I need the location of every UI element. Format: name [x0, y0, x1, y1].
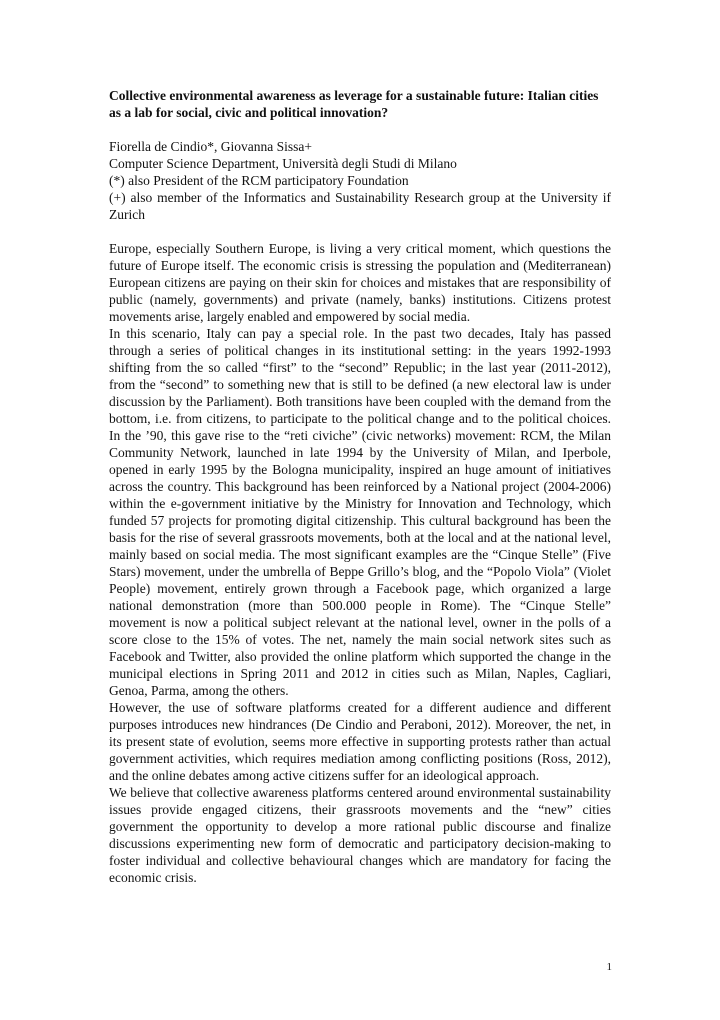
paragraph-4: We believe that collective awareness platforms centered around environmental sustainability issues provide engaged citizens, their grassroots movements and the “new” cities government the opportunity to develop a more rational public discourse and finalize discussions experimenting new form of democratic and participatory decision-making to foster individual and collective behavioural changes which are mandatory for facing the economic crisis. — [109, 785, 611, 885]
paragraph-2: In this scenario, Italy can pay a special role. In the past two decades, Italy has passed through a series of political changes in its institutional setting: in the years 1992-1993 shifting from the so called “first” to the “second” Republic; in the last year (2011-2012), from the “second” to something new that is still to be defined (a new electoral law is under discussion by the Parliament). Both transitions have been coupled with the demand from the bottom, i.e. from citizens, to participate to the political change and to the political choices. In the ’90, this gave rise to the “reti civiche” (civic networks) movement: RCM, the Milan Community Network, launched in late 1994 by the University of Milan, and Iperbole, opened in early 1995 by the Bologna municipality, inspired an huge amount of initiatives across the country. This background has been reinforced by a National project (2004-2006) within the e-government initiative by the Ministry for Innovation and Technology, which funded 57 projects for promoting digital citizenship. This cultural background has been the basis for the rise of several grassroots movements, both at the local and at the national level, mainly based on social media. The most significant examples are the “Cinque Stelle” (Five Stars) movement, under the umbrella of Beppe Grillo’s blog, and the “Popolo Viola” (Violet People) movement, entirely grown through a Facebook page, which organized a large national demonstration (more than 500.000 people in Rome). The “Cinque Stelle” movement is now a political subject relevant at the national level, owner in the polls of a score close to the 15% of votes. The net, namely the main social network sites such as Facebook and Twitter, also provided the online platform which supported the change in the municipal elections in Spring 2011 and 2012 in cities such as Milan, Naples, Cagliari, Genoa, Parma, among the others. — [109, 326, 611, 698]
paragraph-1: Europe, especially Southern Europe, is living a very critical moment, which questions the future of Europe itself. The economic crisis is stressing the population and (Mediterranean) European citizens are paying on their skin for choices and mistakes that are responsibility of public (namely, governments) and private (namely, banks) institutions. Citizens protest movements arise, largely enabled and empowered by social media. — [109, 241, 611, 324]
page-number: 1 — [606, 961, 612, 973]
authors-line: Fiorella de Cindio*, Giovanna Sissa+ — [109, 139, 312, 154]
author-block — [109, 138, 611, 223]
author-note-plus: (+) also member of the Informatics and Sustainability Research group at the University if Zurich — [109, 190, 611, 222]
body-text — [109, 240, 611, 886]
affiliation-line: Computer Science Department, Università degli Studi di Milano — [109, 156, 457, 171]
paragraph-3: However, the use of software platforms created for a different audience and different purposes introduces new hindrances (De Cindio and Peraboni, 2012). Moreover, the net, in its present state of evolution, seems more effective in supporting protests rather than actual government activities, which requires mediation among conflicting positions (Ross, 2012), and the online debates among active citizens suffer for an ideological approach. — [109, 700, 611, 783]
document-content — [109, 87, 611, 886]
author-note-star: (*) also President of the RCM participatory Foundation — [109, 173, 409, 188]
document-title: Collective environmental awareness as leverage for a sustainable future: Italian cities as a lab for social, civic and political innovation? — [109, 88, 599, 120]
